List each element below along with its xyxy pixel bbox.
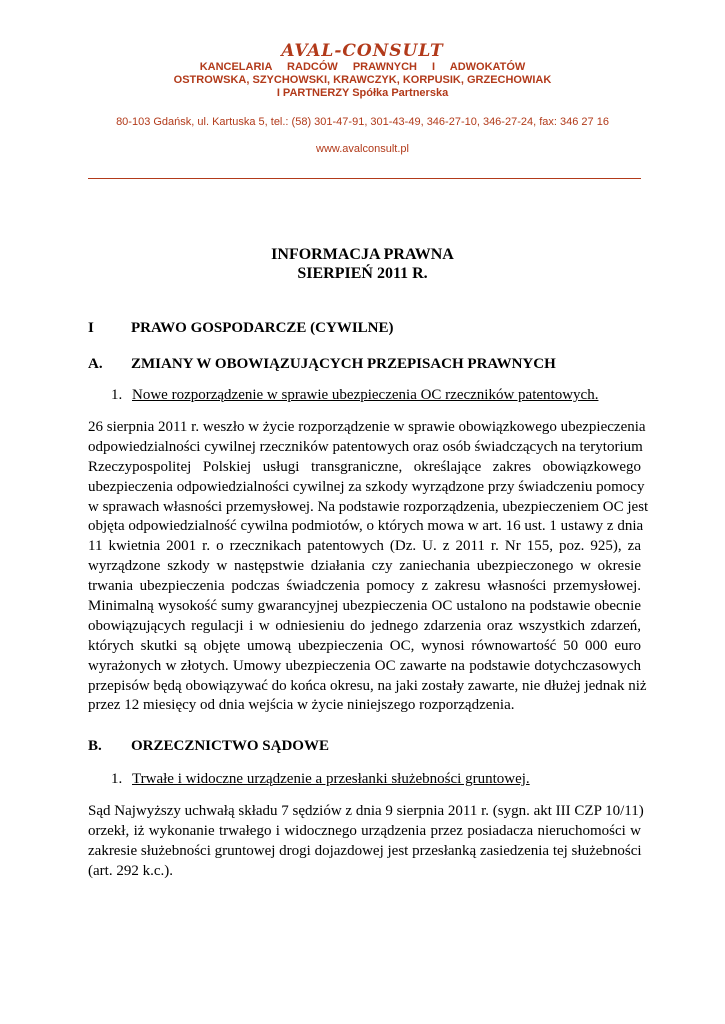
paragraph-line: Minimalną wysokość sumy gwarancyjnej ubezpieczenia OC ustalono na podstawie obecnie <box>88 598 641 615</box>
paragraph-line: wyrażonych w złotych. Umowy ubezpieczenia OC zawarte na podstawie dotychczasowych <box>88 657 641 674</box>
paragraph-line: Rzeczypospolitej Polskiej usługi transgraniczne, określające zakres obowiązkowego <box>88 458 641 475</box>
paragraph-line: 26 sierpnia 2011 r. weszło w życie rozporządzenie w sprawie obowiązkowego ubezpieczenia <box>88 419 646 435</box>
document-subtitle: SIERPIEŃ 2011 R. <box>297 265 428 282</box>
item-title: Trwałe i widoczne urządzenie a przesłanki służebności gruntowej. <box>132 771 530 787</box>
paragraph-line: Sąd Najwyższy uchwałą składu 7 sędziów z dnia 9 sierpnia 2011 r. (sygn. akt III CZP 10/11) <box>88 803 644 819</box>
paragraph-line: przez 12 miesięcy od dnia wejścia w życie niniejszego rozporządzenia. <box>88 697 515 714</box>
paragraph-line: ubezpieczenia odpowiedzialności cywilnej za szkody wyrządzone przy świadczeniu pomocy <box>88 478 645 495</box>
paragraph-line: zakresie służebności gruntowej drogi dojazdowej jest przesłanką zasiedzenia tej służebności <box>88 842 642 859</box>
item-number: 1. <box>111 771 123 787</box>
header-divider <box>88 178 641 179</box>
section-b-paragraph <box>88 802 644 882</box>
paragraph-line: trwania ubezpieczenia podczas świadczenia pomocy z zakresu własności przemysłowej. <box>88 578 641 595</box>
paragraph-line: przepisów będą obowiązywać do końca okresu, na jaki zostały zawarte, nie dłużej jednak niż <box>88 677 647 694</box>
paragraph-line: których skutki są objęte umową ubezpieczenia OC, wynosi równowartość 50 000 euro <box>88 637 641 654</box>
header-address: 80-103 Gdańsk, ul. Kartuska 5, tel.: (58) 301-47-91, 301-43-49, 346-27-10, 346-27-24, fax: 346 27 16 <box>116 116 609 128</box>
header-line-2: OSTROWSKA, SZYCHOWSKI, KRAWCZYK, KORPUSIK, GRZECHOWIAK <box>173 74 552 86</box>
paragraph-line: orzekł, iż wykonanie trwałego i widocznego urządzenia przez posiadacza nieruchomości w <box>88 822 641 839</box>
header-line-1: KANCELARIA RADCÓW PRAWNYCH I ADWOKATÓW <box>199 61 526 73</box>
item-title: Nowe rozporządzenie w sprawie ubezpieczenia OC rzeczników patentowych. <box>132 387 599 403</box>
company-logo: AVAL-CONSULT <box>281 41 444 61</box>
section-number: A. <box>88 356 103 372</box>
section-label: PRAWO GOSPODARCZE (CYWILNE) <box>131 320 394 336</box>
paragraph-line: objęta odpowiedzialność cywilna podmiotów, o których mowa w art. 16 ust. 1 ustawy z dnia <box>88 518 644 535</box>
paragraph-line: odpowiedzialności cywilnej rzeczników patentowych oraz osób świadczących na terytorium <box>88 438 643 455</box>
section-number: B. <box>88 738 102 754</box>
paragraph-line: wyrządzone szkody w następstwie działania czy zaniechania ubezpieczonego w okresie <box>88 558 641 575</box>
paragraph-line: w sprawach własności przemysłowej. Na podstawie rozporządzenia, ubezpieczeniem OC jest <box>88 498 649 515</box>
item-number: 1. <box>111 387 123 403</box>
section-a-paragraph <box>88 418 649 716</box>
paragraph-line: (art. 292 k.c.). <box>88 862 173 879</box>
section-b-item-1 <box>111 771 530 788</box>
section-a-item-1 <box>111 387 598 404</box>
section-number: I <box>88 320 94 336</box>
section-label: ZMIANY W OBOWIĄZUJĄCYCH PRZEPISACH PRAWNYCH <box>131 356 556 372</box>
paragraph-line: obowiązujących regulacji i w odniesieniu do jednego zdarzenia oraz wszystkich zdarzeń, <box>88 617 641 634</box>
paragraph-line: 11 kwietnia 2001 r. o rzecznikach patentowych (Dz. U. z 2011 r. Nr 155, poz. 925), za <box>88 538 641 555</box>
section-label: ORZECZNICTWO SĄDOWE <box>131 738 329 754</box>
header-website-link[interactable]: www.avalconsult.pl <box>316 143 409 155</box>
document-title: INFORMACJA PRAWNA <box>271 246 454 263</box>
header-line-3: I PARTNERZY Spółka Partnerska <box>276 87 449 99</box>
